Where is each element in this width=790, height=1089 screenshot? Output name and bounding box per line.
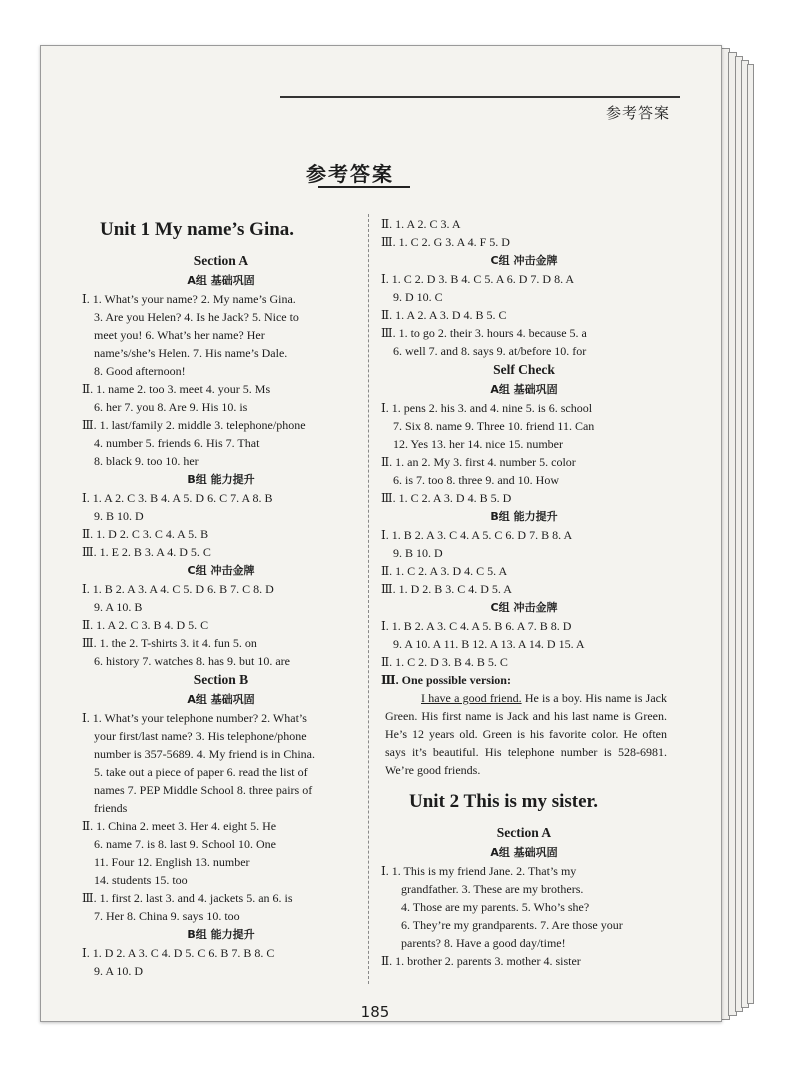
- answer-line: 11. Four 12. English 13. number: [94, 855, 250, 869]
- answer-line: 7. Six 8. name 9. Three 10. friend 11. Can: [393, 419, 595, 433]
- answer-line: Ⅰ. 1. A 2. C 3. B 4. A 5. D 6. C 7. A 8. B: [82, 491, 273, 505]
- answer-line: 9. D 10. C: [393, 290, 443, 304]
- answer-line: 9. B 10. D: [393, 546, 443, 560]
- group-heading: B组 能力提升: [490, 510, 558, 523]
- answer-line: 8. Good afternoon!: [94, 364, 186, 378]
- left-column: [82, 215, 360, 980]
- section-heading: Section A: [496, 825, 552, 840]
- answer-line: Ⅱ. 1. A 2. C 3. A: [381, 217, 461, 231]
- answer-line: Ⅱ. 1. an 2. My 3. first 4. number 5. color: [381, 455, 576, 469]
- answer-block: [82, 944, 360, 980]
- answer-block: [82, 290, 360, 470]
- page-title: 参考答案: [306, 162, 394, 186]
- group-heading: A组 基础巩固: [187, 274, 255, 287]
- answer-line: Ⅰ. 1. pens 2. his 3. and 4. nine 5. is 6. school: [381, 401, 593, 415]
- answer-block: [381, 617, 667, 671]
- answer-line: 9. A 10. B: [94, 600, 143, 614]
- answer-line: Ⅰ. 1. C 2. D 3. B 4. C 5. A 6. D 7. D 8. A: [381, 272, 575, 286]
- answer-line: Ⅱ. 1. brother 2. parents 3. mother 4. sister: [381, 954, 581, 968]
- answer-line: Ⅱ. 1. C 2. A 3. D 4. C 5. A: [381, 564, 508, 578]
- answer-line: 6. her 7. you 8. Are 9. His 10. is: [94, 400, 248, 414]
- answer-line: number is 357-5689. 4. My friend is in China.: [94, 747, 315, 761]
- answer-line: Ⅲ. 1. first 2. last 3. and 4. jackets 5. an 6. is: [82, 891, 293, 905]
- essay-underlined: I have a good friend.: [421, 691, 522, 705]
- page-number: 185: [360, 1003, 390, 1021]
- answer-line: Ⅲ. 1. the 2. T-shirts 3. it 4. fun 5. on: [82, 636, 257, 650]
- answer-line: Ⅱ. 1. A 2. C 3. B 4. D 5. C: [82, 618, 209, 632]
- answer-block: [82, 489, 360, 561]
- group-heading: B组 能力提升: [187, 928, 255, 941]
- page-edge: [747, 64, 754, 1004]
- group-heading: C组 冲击金牌: [187, 564, 255, 577]
- answer-line: 6. well 7. and 8. says 9. at/before 10. for: [393, 344, 587, 358]
- section-heading: Section A: [193, 253, 249, 268]
- answer-line: Ⅱ. 1. A 2. A 3. D 4. B 5. C: [381, 308, 507, 322]
- answer-line: friends: [94, 801, 128, 815]
- answer-line: your first/last name? 3. His telephone/phone: [94, 729, 307, 743]
- answer-line: 6. name 7. is 8. last 9. School 10. One: [94, 837, 276, 851]
- answer-line: Ⅰ. 1. This is my friend Jane. 2. That’s my: [381, 864, 577, 878]
- group-heading: C组 冲击金牌: [490, 254, 558, 267]
- answer-line: 12. Yes 13. her 14. nice 15. number: [393, 437, 563, 451]
- group-heading: B组 能力提升: [187, 473, 255, 486]
- answer-line: 9. A 10. D: [94, 964, 144, 978]
- answer-line: Ⅲ. 1. E 2. B 3. A 4. D 5. C: [82, 545, 211, 559]
- answer-line: 9. B 10. D: [94, 509, 144, 523]
- answer-line: Ⅲ. 1. C 2. G 3. A 4. F 5. D: [381, 235, 510, 249]
- answer-line: Ⅱ. 1. C 2. D 3. B 4. B 5. C: [381, 655, 508, 669]
- group-heading: C组 冲击金牌: [490, 601, 558, 614]
- answer-line: Ⅲ. 1. last/family 2. middle 3. telephone/phone: [82, 418, 306, 432]
- header-rule: [280, 96, 680, 98]
- answer-block: [82, 709, 360, 925]
- section-heading: Section B: [193, 672, 249, 687]
- title-underline: [318, 186, 410, 188]
- answer-line: name’s/she’s Helen. 7. His name’s Dale.: [94, 346, 288, 360]
- answer-line: Ⅰ. 1. D 2. A 3. C 4. D 5. C 6. B 7. B 8. C: [82, 946, 275, 960]
- answer-line: Ⅲ. 1. to go 2. their 3. hours 4. because 5. a: [381, 326, 587, 340]
- answer-line: Ⅰ. 1. B 2. A 3. C 4. A 5. B 6. A 7. B 8. D: [381, 619, 572, 633]
- answer-block: [381, 270, 667, 360]
- group-heading: A组 基础巩固: [187, 693, 255, 706]
- answer-block: [381, 399, 667, 507]
- answer-line: 3. Are you Helen? 4. Is he Jack? 5. Nice to: [94, 310, 299, 324]
- essay-label: Ⅲ. One possible version:: [381, 673, 511, 687]
- answer-line: Ⅲ. 1. D 2. B 3. C 4. D 5. A: [381, 582, 512, 596]
- answer-line: 8. black 9. too 10. her: [94, 454, 199, 468]
- answer-line: Ⅰ. 1. B 2. A 3. C 4. A 5. C 6. D 7. B 8. A: [381, 528, 573, 542]
- answer-block: [381, 526, 667, 598]
- answer-line: Ⅱ. 1. China 2. meet 3. Her 4. eight 5. He: [82, 819, 277, 833]
- answer-line: grandfather. 3. These are my brothers.: [401, 882, 584, 896]
- answer-line: Ⅲ. 1. C 2. A 3. D 4. B 5. D: [381, 491, 512, 505]
- answer-line: Ⅰ. 1. What’s your name? 2. My name’s Gina.: [82, 292, 296, 306]
- answer-line: meet you! 6. What’s her name? Her: [94, 328, 265, 342]
- answer-line: Ⅱ. 1. D 2. C 3. C 4. A 5. B: [82, 527, 209, 541]
- answer-line: 14. students 15. too: [94, 873, 188, 887]
- unit-heading: Unit 1 My name’s Gina.: [100, 219, 295, 240]
- essay-text: [381, 689, 667, 779]
- unit-heading: Unit 2 This is my sister.: [409, 791, 598, 812]
- column-divider: [368, 214, 369, 984]
- group-heading: A组 基础巩固: [490, 846, 558, 859]
- answer-line: 4. number 5. friends 6. His 7. That: [94, 436, 260, 450]
- answer-line: 7. Her 8. China 9. says 10. too: [94, 909, 240, 923]
- answer-line: 5. take out a piece of paper 6. read the list of: [94, 765, 308, 779]
- answer-block: [381, 862, 667, 970]
- answer-block: [82, 580, 360, 670]
- essay-body: He is a boy. His name is Jack Green. His first name is Jack and his last name is Green. He’s 12 years old. Green is his favorite color. He often says it’s beautiful. His telephone number is 528-6981. We’re good friends.: [385, 691, 667, 777]
- answer-line: 4. Those are my parents. 5. Who’s she?: [401, 900, 590, 914]
- header-label: 参考答案: [606, 104, 671, 122]
- answer-block: [381, 215, 667, 251]
- answer-line: Ⅱ. 1. name 2. too 3. meet 4. your 5. Ms: [82, 382, 271, 396]
- answer-line: Ⅰ. 1. What’s your telephone number? 2. What’s: [82, 711, 307, 725]
- answer-line: parents? 8. Have a good day/time!: [401, 936, 566, 950]
- answer-line: 6. They’re my grandparents. 7. Are those your: [401, 918, 623, 932]
- right-column: [381, 215, 667, 970]
- answer-line: 6. is 7. too 8. three 9. and 10. How: [393, 473, 559, 487]
- group-heading: A组 基础巩固: [490, 383, 558, 396]
- answer-line: Ⅰ. 1. B 2. A 3. A 4. C 5. D 6. B 7. C 8. D: [82, 582, 274, 596]
- answer-line: names 7. PEP Middle School 8. three pairs of: [94, 783, 313, 797]
- section-heading: Self Check: [493, 362, 555, 377]
- answer-line: 6. history 7. watches 8. has 9. but 10. are: [94, 654, 290, 668]
- answer-line: 9. A 10. A 11. B 12. A 13. A 14. D 15. A: [393, 637, 585, 651]
